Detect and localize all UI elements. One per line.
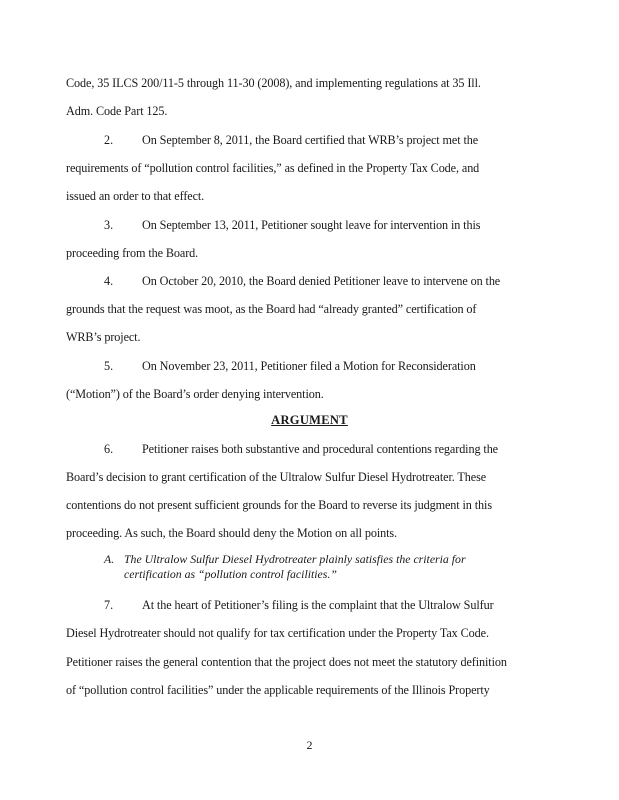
- paragraph-number: 6.: [104, 442, 114, 456]
- paragraph-number: 4.: [104, 274, 114, 288]
- paragraph-number: 7.: [104, 598, 114, 612]
- subheading-label: A.: [104, 552, 115, 566]
- body-text-line: On September 8, 2011, the Board certified that WRB’s project met the: [142, 133, 479, 147]
- subheading-line: The Ultralow Sulfur Diesel Hydrotreater plainly satisfies the criteria for: [124, 552, 466, 566]
- body-text-line: Adm. Code Part 125.: [66, 104, 168, 118]
- body-text-line: On November 23, 2011, Petitioner filed a Motion for Reconsideration: [142, 359, 476, 373]
- body-text-line: (“Motion”) of the Board’s order denying intervention.: [66, 387, 324, 401]
- body-text-line: At the heart of Petitioner’s filing is the complaint that the Ultralow Sulfur: [142, 598, 494, 612]
- paragraph-number: 2.: [104, 133, 114, 147]
- body-text-line: grounds that the request was moot, as the Board had “already granted” certification of: [66, 302, 477, 316]
- body-text-line: Board’s decision to grant certification of the Ultralow Sulfur Diesel Hydrotreater. These: [66, 470, 487, 484]
- body-text-line: WRB’s project.: [66, 330, 141, 344]
- body-text-line: issued an order to that effect.: [66, 189, 205, 203]
- body-text-line: proceeding. As such, the Board should deny the Motion on all points.: [66, 526, 398, 540]
- page-number: 2: [306, 738, 313, 752]
- body-text-line: Diesel Hydrotreater should not qualify for tax certification under the Property Tax Code.: [66, 626, 489, 640]
- paragraph-number: 3.: [104, 218, 114, 232]
- body-text-line: Code, 35 ILCS 200/11-5 through 11-30 (2008), and implementing regulations at 35 Ill.: [66, 76, 481, 90]
- paragraph-number: 5.: [104, 359, 114, 373]
- body-text-line: On September 13, 2011, Petitioner sought leave for intervention in this: [142, 218, 481, 232]
- body-text-line: proceeding from the Board.: [66, 246, 199, 260]
- body-text-line: requirements of “pollution control facilities,” as defined in the Property Tax Code, and: [66, 161, 480, 175]
- body-text-line: contentions do not present sufficient grounds for the Board to reverse its judgment in this: [66, 498, 492, 512]
- body-text-line: Petitioner raises the general contention that the project does not meet the statutory definition: [66, 655, 507, 669]
- subheading-line: certification as “pollution control facilities.”: [124, 567, 337, 581]
- body-text-line: On October 20, 2010, the Board denied Petitioner leave to intervene on the: [142, 274, 501, 288]
- body-text-line: of “pollution control facilities” under the applicable requirements of the Illinois Property: [66, 683, 490, 697]
- section-heading: ARGUMENT: [271, 413, 348, 427]
- body-text-line: Petitioner raises both substantive and procedural contentions regarding the: [142, 442, 498, 456]
